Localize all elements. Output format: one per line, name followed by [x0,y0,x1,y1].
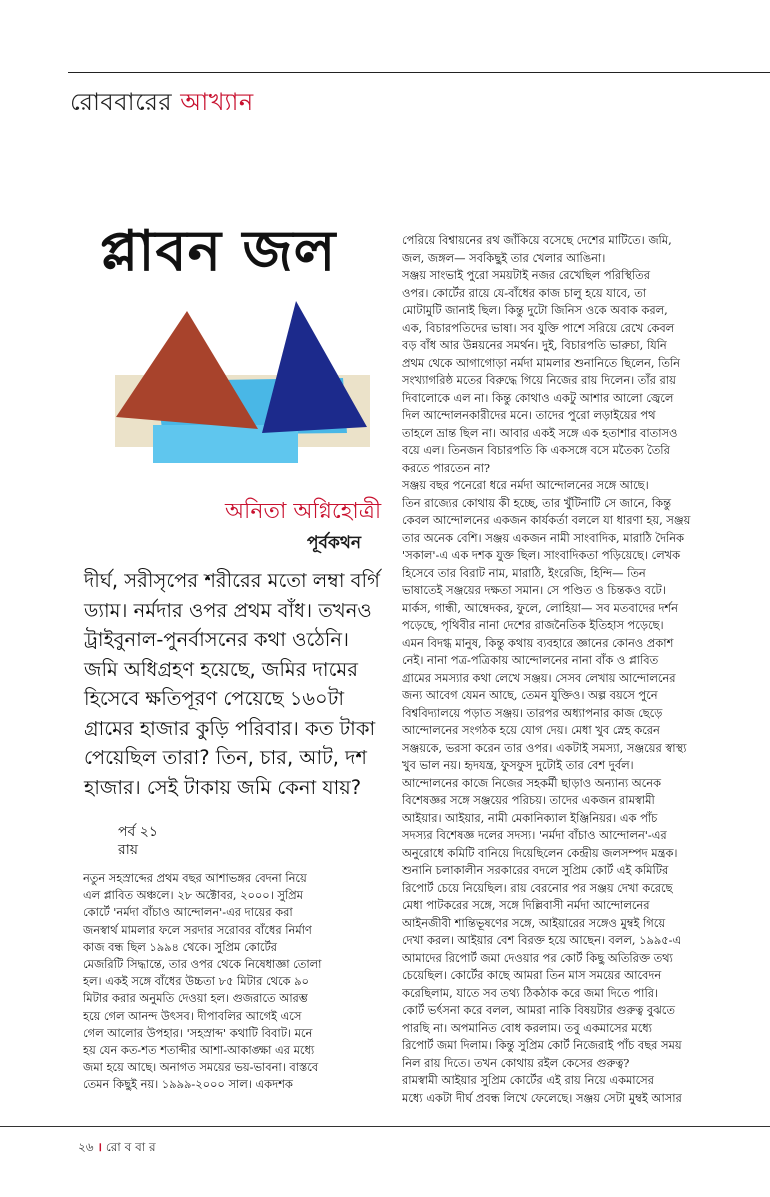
text-line: মোটামুটি জানাই ছিল। কিন্তু দুটো জিনিস ওকে অবাক করল, [402,303,668,317]
text-line: করতে পারতেন না? [402,460,491,475]
text-line: এমন বিদগ্ধ মানুষ, কিন্তু কথায় ব্যবহারে জ্ঞানের কোনও প্রকাশ [402,635,674,650]
text-line: কেবল আন্দোলনের একজন কার্যকর্তা বললে যা ধারণা হয়, সঞ্জয় [402,513,691,527]
text-line: তিন রাজ্যের কোথায় কী হচ্ছে, তার খুঁটিনাটি সে জানে, কিন্তু [402,495,671,510]
text-line: বিশেষজ্ঞর সঙ্গে সঞ্জয়ের পরিচয়। তাদের একজন রামস্বামী [402,793,655,807]
text-line: সঞ্জয়কে, ভরসা করেন তার ওপর। একটাই সমস্যা, সঞ্জয়ের স্বাস্থ্য [402,740,687,755]
text-line: অনুরোধে কমিটি বানিয়ে দিয়েছিলেন কেন্দ্রীয় জলসম্পদ মন্ত্রক। [402,845,678,860]
header-rule [68,72,770,73]
section-label-highlight: আখ্যান [180,88,254,116]
text-line: 'সকাল'-এ এক দশক যুক্ত ছিল। সাংবাদিকতা পড়িয়েছে। লেখক [402,548,681,562]
text-line: কাজ বন্ধ ছিল ১৯৯৪ থেকে। সুপ্রিম কোর্টের [83,939,277,954]
text-line: সঞ্জয় বছর পনেরো ধরে নর্মদা আন্দোলনের সঙ্গে আছে। [402,478,649,492]
text-line: এক, বিচারপতিদের ভাষা। সব যুক্তি পাশে সরিয়ে রেখে কেবল [402,320,675,335]
text-line: রিপোর্ট চেয়ে নিয়েছিল। রায় বেরনোর পর সঞ্জয় দেখা করেছে [402,880,673,895]
story-title: প্লাবন জল [100,219,337,284]
text-line: জন্য আবেগ যেমন আছে, তেমন যুক্তিও। অল্প বয়সে পুনে [402,688,658,702]
left-column-text [83,870,383,1094]
text-line: বিশ্ববিদ্যালয়ে পড়াত সঞ্জয়। তারপর অধ্যাপনার কাজ ছেড়ে [402,705,663,720]
intro-line: হাজার। সেই টাকায় জমি কেনা যায়? [84,775,362,799]
text-line: রিপোর্ট জমা দিলাম। কিন্তু সুপ্রিম কোর্ট নিজেরাই পাঁচ বছর সময় [402,1038,682,1052]
right-column-text [402,232,762,1107]
text-line: প্রথম থেকে আগাগোড়া নর্মদা মামলার শুনানিতে ছিলেন, তিনি [402,355,680,370]
author-name: অনিতা অগ্নিহোত্রী [225,499,382,524]
preface-label: পূর্বকথন [307,533,362,553]
text-line: সদস্যর বিশেষজ্ঞ দলের সদস্য। 'নর্মদা বাঁচাও আন্দোলন'-এর [402,828,667,842]
episode-block [118,823,158,859]
intro-line: ড্যাম। নর্মদার ওপর প্রথম বাঁধ। তখনও [84,598,372,622]
text-line: দিবালোকে এল না। কিন্তু কোথাও একটু আশার আলো জ্বেলে [402,390,674,405]
magazine-name: রো ব বা র [105,1140,156,1154]
intro-line: দীর্ঘ, সরীসৃপের শরীরের মতো লম্বা বর্গি [84,569,380,592]
intro-line: পেয়েছিল তারা? তিন, চার, আট, দশ [84,746,367,769]
episode-subtitle: রায় [118,842,139,858]
navy-triangle [262,301,367,433]
text-line: কোর্টে 'নর্মদা বাঁচাও আন্দোলন'-এর দায়ের করা [83,905,293,920]
text-line: নেই। নানা পত্র-পত্রিকায় আন্দোলনের নানা বাঁক ও প্লাবিত [402,653,659,667]
text-line: জনস্বার্থ মামলার ফলে সরদার সরোবর বাঁধের নির্মাণ [83,922,312,937]
text-line: হয়ে গেল আনন্দ উৎসব। দীপাবলির আগেই এসে [83,1008,302,1023]
intro-paragraph [84,566,384,802]
text-line: আইনজীবী শান্তিভূষণের সঙ্গে, আইয়ারের সঙ্গেও মুম্বই গিয়ে [402,915,666,930]
illustration-mountains-water [115,293,370,465]
text-line: সংখ্যাগরিষ্ঠ মতের বিরুদ্ধে গিয়ে নিজের রায় দিলেন। তাঁর রায় [402,373,676,387]
page-footer [78,1138,156,1159]
text-line: গ্রামের সমস্যার কথা লেখে সঞ্জয়। সেসব লেখায় আন্দোলনের [402,670,676,685]
text-line: মিটার করার অনুমতি দেওয়া হল। গুজরাতে আরম্ভ [83,991,308,1006]
text-line: সঞ্জয় সাংভাই পুরো সময়টাই নজর রেখেছিল পরিস্থিতির [402,268,650,282]
text-line: মার্কস, গান্ধী, আম্বেদকর, ফুলে, লোহিয়া— সব মতবাদের দর্শন [402,600,678,615]
text-line: হয় যেন কত-শত শতাব্দীর আশা-আকাঙ্ক্ষা এর মধ্যে [83,1043,315,1058]
text-line: শুনানি চলাকালীন সরকারের বদলে সুপ্রিম কোর্ট এই কমিটির [402,863,669,877]
text-line: আন্দোলনের কাজে নিজের সহকর্মী ছাড়াও অন্যান্য অনেক [402,775,661,790]
text-line: দেখা করল। আইয়ার বেশ বিরক্ত হয়ে আছেন। বলল, ১৯৯৫-এ [402,933,682,947]
text-line: তাহলে ভ্রান্ত ছিল না। আবার একই সঙ্গে এক হতাশার বাতাসও [402,425,678,440]
text-line: ভাষাতেই সঞ্জয়ের দক্ষতা সমান। সে পণ্ডিত ও চিন্তকও বটে। [402,583,666,597]
section-label-prefix: রোববারের [70,88,181,116]
text-line: মধ্যে একটা দীর্ঘ প্রবন্ধ লিখে ফেলেছে। সঞ্জয় সেটা মুম্বই আসার [402,1090,682,1105]
text-line: জল, জঙ্গল— সবকিছুই তার খেলার আঙিনা। [402,250,606,265]
text-line: পড়েছে, পৃথিবীর নানা দেশের রাজনৈতিক ইতিহাস পড়েছে। [402,618,664,632]
text-line: রামস্বামী আইয়ার সুপ্রিম কোর্টের এই রায় নিয়ে একমাসের [402,1073,654,1087]
text-line: মেধা পাটকরের সঙ্গে, সঙ্গে দিল্লিবাসী নর্মদা আন্দোলনের [402,898,650,912]
page-number: ২৬ [78,1140,94,1154]
text-line: আন্দোলনের সংগঠক হয়ে যোগ দেয়। মেধা খুব স্নেহ করেন [402,723,660,737]
text-line: আইয়ার। আইয়ার, নামী মেকানিক্যাল ইঞ্জিনিয়র। এক পাঁচ [402,810,658,825]
intro-line: জমি অধিগ্রহণ হয়েছে, জমির দামের [84,657,358,681]
episode-number: পর্ব ২১ [118,824,158,840]
intro-line: হিসেবে ক্ষতিপূরণ পেয়েছে ১৬০টা [84,687,345,710]
text-line: দিল আন্দোলনকারীদের মনে। তাদের পুরো লড়াইয়ের পথ [402,408,656,422]
brown-triangle [116,311,258,429]
text-line: নতুন সহস্রাব্দের প্রথম বছর আশাভঙ্গর বেদনা নিয়ে [83,871,307,885]
text-line: এল প্লাবিত অঞ্চলে। ২৮ অক্টোবর, ২০০০। সুপ্রিম [83,888,304,903]
footer-rule [0,1126,770,1127]
text-line: বয়ে এল। তিনজন বিচারপতি কি একসঙ্গে বসে মতৈক্য তৈরি [402,443,670,457]
text-line: খুব ভাল নয়। হৃদযন্ত্র, ফুসফুস দুটোই তার বেশ দুর্বল। [402,758,634,772]
text-line: আমাদের রিপোর্ট জমা দেওয়ার পর কোর্ট কিছু অতিরিক্ত তথ্য [402,950,673,965]
text-line: হল। একই সঙ্গে বাঁধের উচ্চতা ৮৫ মিটার থেকে ৯০ [83,974,309,989]
text-line: তেমন কিছুই নয়। ১৯৯৯-২০০০ সাল। একদশক [83,1077,293,1092]
text-line: করেছিলাম, যাতে সব তথ্য ঠিকঠাক করে জমা দিতে পারি। [402,985,659,1000]
text-line: পারছি না। অপমানিত বোধ করলাম। তবু একমাসের মধ্যে [402,1020,652,1035]
text-line: ওপর। কোর্টের রায়ে যে-বাঁধের কাজ চালু হয়ে যাবে, তা [402,285,647,300]
text-line: হিসেবে তার বিরাট নাম, মারাঠি, ইংরেজি, হিন্দি— তিন [402,565,646,580]
intro-line: ট্রাইবুনাল-পুনর্বাসনের কথা ওঠেনি। [84,628,349,651]
section-header [70,84,254,124]
text-line: কোর্ট ভর্ৎসনা করে বলল, আমরা নাকি বিষয়টার গুরুত্ব বুঝতে [402,1003,675,1017]
text-line: বড় বাঁধ আর উন্নয়নের সমর্থন। দুই, বিচারপতি ভারুচা, যিনি [402,338,667,352]
intro-line: গ্রামের হাজার কুড়ি পরিবার। কত টাকা [84,716,376,740]
text-line: চেয়েছিল। কোর্টের কাছে আমরা তিন মাস সময়ের আবেদন [402,968,662,982]
footer-separator: । [97,1140,102,1154]
text-line: নিল রায় দিতে। তখন কোথায় রইল কেসের গুরুত্ব? [402,1055,630,1070]
text-line: তার অনেক বেশি। সঞ্জয় একজন নামী সাংবাদিক, মারাঠি দৈনিক [402,530,684,545]
text-line: মেজরিটি সিদ্ধান্তে, তার ওপর থেকে নিষেধাজ্ঞা তোলা [83,957,322,972]
text-line: পেরিয়ে বিশ্বায়নের রথ জাঁকিয়ে বসেছে দেশের মাটিতে। জমি, [402,233,672,247]
text-line: গেল আলোর উপহার। 'সহস্রাব্দ' কথাটি বিবাট। মনে [83,1025,313,1040]
text-line: জমা হয়ে আছে। অনাগত সময়ের ভয়-ভাবনা। বাস্তবে [83,1060,319,1075]
